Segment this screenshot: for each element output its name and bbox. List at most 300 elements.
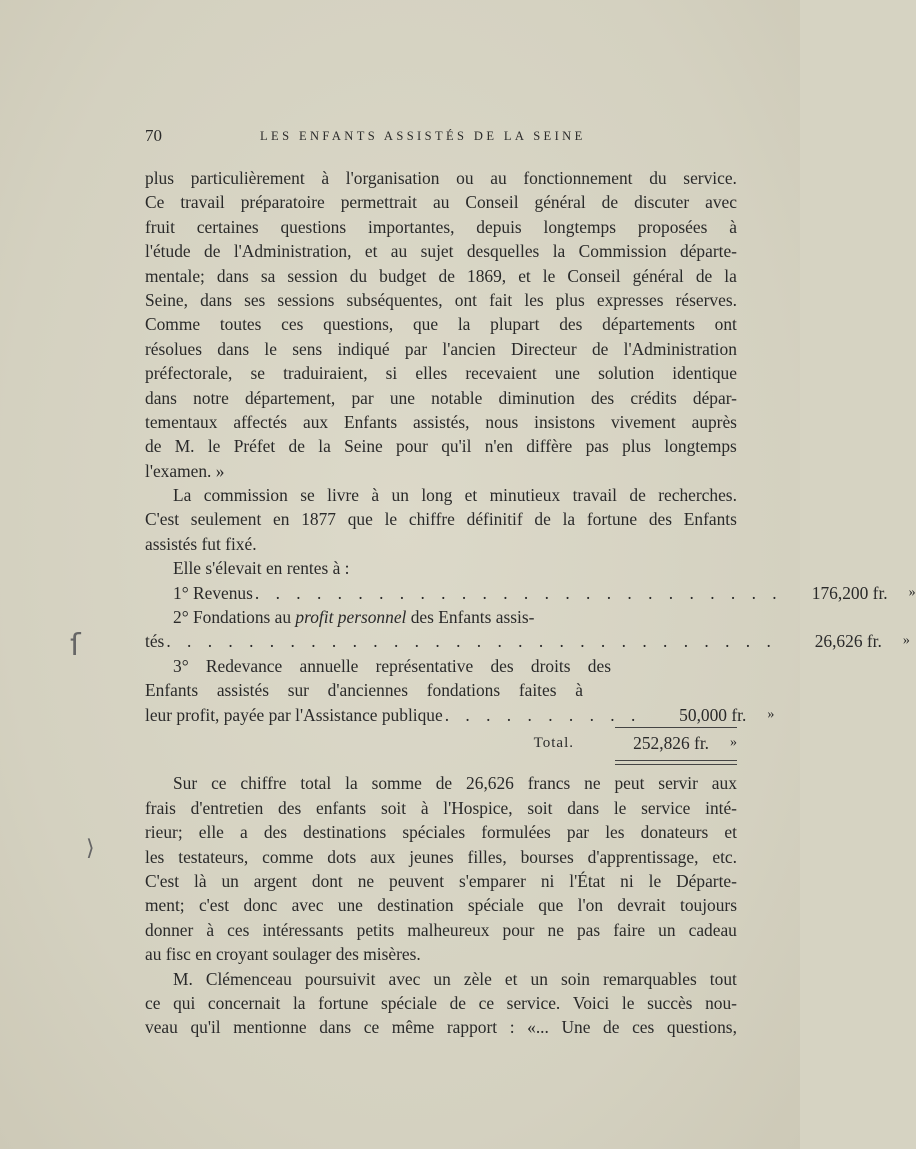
word: Seine, <box>145 289 188 310</box>
word: diffère <box>526 436 573 457</box>
text-line <box>145 337 737 361</box>
word: rieur; <box>145 822 183 843</box>
total-amount: 252,826 fr. <box>633 732 709 753</box>
word: à <box>321 168 330 188</box>
text-line <box>145 434 737 458</box>
word: poursuivit <box>304 968 376 989</box>
ledger-italic-text: profit personnel <box>295 607 407 628</box>
word: l'Administration, <box>233 241 352 262</box>
word: au <box>490 168 507 188</box>
word: plus <box>555 289 585 310</box>
paragraph-3-last-line: au fisc en croyant soulager des misères. <box>145 944 421 965</box>
word: par <box>404 338 428 359</box>
word: pour <box>396 436 428 457</box>
word: discuter <box>634 192 690 213</box>
paragraph-1 <box>145 166 737 459</box>
word: de <box>603 1017 620 1038</box>
word: spéciales <box>402 822 466 843</box>
word: le <box>621 992 635 1013</box>
word: le <box>542 265 556 286</box>
paragraph-2 <box>145 483 737 532</box>
text-line <box>145 190 737 214</box>
text-line <box>145 918 737 942</box>
word: ce <box>478 992 495 1013</box>
word: la <box>345 773 358 794</box>
word: tout <box>709 968 737 989</box>
word: assistés, <box>413 411 470 432</box>
word: subséquentes, <box>346 289 443 310</box>
word: avec <box>388 968 421 989</box>
text-line <box>145 796 737 820</box>
word: de <box>629 485 646 506</box>
word: la <box>457 314 471 335</box>
word: session <box>287 265 338 286</box>
word: longtemps <box>664 436 737 457</box>
word: fait <box>489 289 513 310</box>
word: ni <box>620 870 634 891</box>
text-line <box>145 991 737 1015</box>
text-line <box>145 771 737 795</box>
word: d'apprentissage, <box>587 846 699 867</box>
word: C'est <box>145 870 180 891</box>
word: dots <box>327 846 357 867</box>
word: devrait <box>617 895 666 916</box>
word: proposées <box>637 216 708 237</box>
word: un <box>221 870 239 891</box>
word: départe- <box>680 241 737 262</box>
word: aux <box>302 411 329 432</box>
word: qu'il <box>190 1017 221 1038</box>
word: Ce <box>145 192 165 213</box>
word: à <box>206 919 215 940</box>
word: traduiraient, <box>283 363 368 384</box>
word: francs <box>527 773 571 794</box>
word: le <box>648 870 662 891</box>
word: l'ancien <box>442 338 496 359</box>
word: l'étude <box>145 241 191 262</box>
word: des <box>278 797 302 818</box>
word: bourses <box>520 846 574 867</box>
word: succès <box>647 992 693 1013</box>
dot-leader: . . . . . . . . . . <box>444 704 642 725</box>
word: d'anciennes <box>327 680 409 701</box>
word: sur <box>287 680 309 701</box>
word: destination <box>377 895 454 916</box>
word: des <box>587 655 611 676</box>
word: identique <box>672 363 737 384</box>
text-line <box>145 483 737 507</box>
word: ne <box>547 919 564 940</box>
word: long <box>421 485 453 506</box>
word: dans <box>145 387 177 408</box>
word: des <box>591 387 615 408</box>
word: fruit <box>145 216 175 237</box>
word: La <box>173 485 192 506</box>
word: zèle <box>463 968 492 989</box>
word: de <box>534 509 551 530</box>
word: pas <box>585 436 609 457</box>
word: une <box>389 387 415 408</box>
text-line <box>145 605 737 629</box>
word: un <box>391 485 409 506</box>
word: ce <box>145 992 161 1013</box>
ledger-amount: 176,200 fr. <box>811 582 888 603</box>
word: sessions <box>277 289 335 310</box>
word: a <box>240 822 248 843</box>
word: avec <box>291 895 324 916</box>
word: cadeau <box>688 919 737 940</box>
word: dépar- <box>692 387 737 408</box>
ledger-label: leur profit, payée par l'Assistance publique <box>145 704 443 725</box>
word: la <box>318 436 331 457</box>
word: qu'il <box>441 436 472 457</box>
word: soit <box>380 797 407 818</box>
word: peut <box>614 773 645 794</box>
word: une <box>554 363 580 384</box>
word: Enfants <box>683 509 737 530</box>
paragraph-1-last-line: l'examen. » <box>145 460 225 481</box>
word: Enfants <box>343 411 398 432</box>
word: de <box>435 773 453 794</box>
page-body <box>145 166 916 1040</box>
text-line <box>145 654 611 678</box>
text-line <box>145 410 737 434</box>
word: par <box>351 387 374 408</box>
word: que <box>347 509 373 530</box>
word: faire <box>613 919 646 940</box>
word: Comme <box>145 314 201 335</box>
paragraph-4 <box>145 967 737 1040</box>
word: à <box>575 680 583 701</box>
word: donner <box>145 919 194 940</box>
word: ses <box>244 289 266 310</box>
word: Clémenceau <box>205 968 292 989</box>
word: spéciale <box>467 895 524 916</box>
word: ne <box>357 870 375 891</box>
word: insistons <box>534 411 596 432</box>
text-line <box>145 215 737 239</box>
word: ce <box>211 773 227 794</box>
word: sa <box>260 265 276 286</box>
word: questions, <box>323 314 394 335</box>
word: n'en <box>484 436 513 457</box>
word: spéciale <box>380 992 437 1013</box>
word: desquelles <box>466 241 540 262</box>
word: servir <box>658 773 698 794</box>
word: c'est <box>198 895 230 916</box>
word: jeunes <box>409 846 454 867</box>
word: une <box>337 895 363 916</box>
word: un <box>658 919 676 940</box>
word: chiffre <box>408 509 455 530</box>
word: ment; <box>145 895 185 916</box>
word: ce <box>363 1017 380 1038</box>
word: général <box>632 265 684 286</box>
word: livre <box>327 485 359 506</box>
word: le <box>613 797 627 818</box>
word: département, <box>244 387 336 408</box>
text-line <box>145 361 737 385</box>
word: recherches. <box>658 485 737 506</box>
word: Commission <box>578 241 667 262</box>
text-line <box>145 312 737 336</box>
word: 1869, <box>467 265 507 286</box>
word: veau <box>145 1017 178 1038</box>
word: l'Hospice, <box>443 797 513 818</box>
word: définitif <box>466 509 523 530</box>
dot-leader: . . . . . . . . . . . . . . . . . . . . . . . . . . <box>254 582 783 603</box>
word: soin <box>561 968 590 989</box>
word: dans <box>200 289 232 310</box>
word: que <box>412 314 439 335</box>
ledger-amount: 26,626 fr. <box>814 631 882 652</box>
word: Une <box>561 1017 591 1038</box>
word: notre <box>193 387 229 408</box>
word: tementaux <box>145 411 218 432</box>
word: crédits <box>630 387 677 408</box>
word: seulement <box>190 509 262 530</box>
word: destinations <box>303 822 387 843</box>
word: préparatoire <box>240 192 325 213</box>
word: Conseil <box>465 192 519 213</box>
word: faites <box>518 680 557 701</box>
text-line <box>145 845 737 869</box>
word: M. <box>173 968 193 989</box>
word: ne <box>584 773 601 794</box>
word: importantes, <box>367 216 455 237</box>
word: général <box>534 192 586 213</box>
text-line <box>145 1015 737 1039</box>
word: pas <box>576 919 601 940</box>
word: de <box>449 992 466 1013</box>
word: qui <box>173 992 196 1013</box>
ditto-mark: » <box>730 734 737 750</box>
word: des <box>263 822 288 843</box>
word: un <box>433 968 451 989</box>
word: des <box>490 655 514 676</box>
word: filles, <box>467 846 507 867</box>
word: au <box>432 192 450 213</box>
word: elle <box>198 822 224 843</box>
margin-pencil-mark: ſ <box>70 628 81 663</box>
word: commission <box>203 485 288 506</box>
word: vivement <box>610 411 676 432</box>
word: Préfet <box>233 436 276 457</box>
word: frais <box>145 797 176 818</box>
word: de <box>695 265 713 286</box>
word: l'on <box>577 895 604 916</box>
word: indiqué <box>337 338 390 359</box>
text-line <box>145 820 737 844</box>
word: toutes <box>219 314 262 335</box>
ledger-text: des Enfants assis- <box>410 607 535 628</box>
word: l'État <box>569 870 606 891</box>
word: concernait <box>207 992 281 1013</box>
word: longtemps <box>543 216 616 237</box>
text-line <box>145 288 737 312</box>
word: Enfants <box>145 680 199 701</box>
word: mentale; <box>145 265 205 286</box>
word: les <box>524 289 544 310</box>
word: et <box>724 822 737 843</box>
word: affectés <box>233 411 288 432</box>
word: depuis <box>476 216 522 237</box>
word: fondations <box>426 680 501 701</box>
word: Seine <box>344 436 383 457</box>
total-double-rule <box>615 760 737 765</box>
word: Sur <box>173 773 198 794</box>
word: solution <box>598 363 655 384</box>
word: dans <box>216 265 249 286</box>
word: dont <box>311 870 343 891</box>
word: à <box>371 485 380 506</box>
word: rapport <box>446 1017 498 1038</box>
word: somme <box>371 773 422 794</box>
word: particulièrement <box>190 168 305 188</box>
page-number: 70 <box>145 126 162 145</box>
word: des <box>648 509 673 530</box>
word: en <box>273 509 290 530</box>
word: recevaient <box>465 363 537 384</box>
word: sujet <box>420 241 454 262</box>
word: du <box>349 265 368 286</box>
word: Redevance <box>205 655 283 676</box>
word: service <box>641 797 691 818</box>
word: nou- <box>705 992 737 1013</box>
word: et <box>464 485 478 506</box>
word: plupart <box>490 314 540 335</box>
word: donc <box>243 895 278 916</box>
word: les <box>605 822 625 843</box>
word: total <box>300 773 332 794</box>
paragraph-2-last-line: assistés fut fixé. <box>145 533 257 554</box>
word: d'entretien <box>190 797 264 818</box>
sum-rule <box>615 727 737 728</box>
word: «... <box>527 1017 549 1038</box>
word: questions <box>280 216 347 237</box>
word: enfants <box>315 797 367 818</box>
word: de <box>438 265 455 286</box>
word: le <box>384 509 398 530</box>
word: pour <box>502 919 535 940</box>
word: la <box>724 265 737 286</box>
word: auprès <box>691 411 737 432</box>
word: ni <box>540 870 555 891</box>
text-line <box>145 967 737 991</box>
word: certaines <box>196 216 259 237</box>
word: mentionne <box>233 1017 307 1038</box>
text-line <box>145 239 737 263</box>
word: droits <box>530 655 571 676</box>
word: ont <box>714 314 737 335</box>
word: annuelle <box>299 655 359 676</box>
word: permettrait <box>340 192 417 213</box>
word: peuvent <box>389 870 445 891</box>
ditto-mark: » <box>902 633 910 649</box>
word: représentative <box>375 655 474 676</box>
rentes-intro: Elle s'élevait en rentes à : <box>173 558 350 579</box>
word: que <box>538 895 564 916</box>
word: notable <box>431 387 483 408</box>
ledger-label: tés <box>145 631 165 652</box>
word: service. <box>506 992 561 1013</box>
word: malheureux <box>407 919 490 940</box>
word: par <box>566 822 590 843</box>
word: se <box>300 485 315 506</box>
word: la <box>552 241 566 262</box>
running-title: LES ENFANTS ASSISTÉS DE LA SEINE <box>260 129 586 143</box>
word: fortune <box>318 992 369 1013</box>
text-line <box>145 507 737 531</box>
text-line <box>145 556 737 580</box>
word: : <box>509 1017 515 1038</box>
ledger-row-fondations <box>145 629 910 653</box>
word: sens <box>292 338 323 359</box>
word: Départe- <box>676 870 737 891</box>
word: dans <box>217 338 250 359</box>
text-line <box>145 459 737 483</box>
paragraph-3 <box>145 771 737 942</box>
word: de <box>204 241 221 262</box>
word: ou <box>456 168 474 188</box>
word: de <box>288 436 305 457</box>
word: service. <box>683 168 737 188</box>
word: l'Administration <box>623 338 737 359</box>
word: au <box>390 241 408 262</box>
word: aux <box>370 846 396 867</box>
total-label: Total. <box>533 734 574 751</box>
word: un <box>530 968 548 989</box>
word: ces <box>281 314 304 335</box>
word: formulées <box>481 822 551 843</box>
word: du <box>649 168 667 188</box>
ledger-amount: 50,000 fr. <box>679 704 747 725</box>
word: soit <box>527 797 553 818</box>
word: et <box>518 265 531 286</box>
word: assistés <box>216 680 269 701</box>
text-line <box>145 264 737 288</box>
word: 26,626 <box>466 773 514 794</box>
word: ces <box>227 919 250 940</box>
ledger-text: 2° Fondations au <box>173 607 292 628</box>
dot-leader: . . . . . . . . . . . . . . . . . . . . . . . . . . . . . . <box>166 631 777 652</box>
word: inté- <box>705 797 737 818</box>
word: plus <box>145 168 174 188</box>
word: ces <box>632 1017 655 1038</box>
word: testateurs, <box>178 846 249 867</box>
text-line <box>145 166 737 190</box>
word: et <box>364 241 378 262</box>
word: Voici <box>572 992 610 1013</box>
word: de <box>145 436 162 457</box>
word: remarquables <box>603 968 697 989</box>
word: comme <box>262 846 314 867</box>
word: de <box>591 338 609 359</box>
word: et <box>504 968 518 989</box>
word: plus <box>622 436 652 457</box>
word: C'est <box>145 509 180 530</box>
ledger-row-redevance <box>145 703 775 727</box>
ditto-mark: » <box>767 706 775 722</box>
word: ont <box>454 289 477 310</box>
word: minutieux <box>489 485 561 506</box>
word: départements <box>602 314 695 335</box>
word: le <box>264 338 277 359</box>
text-line <box>145 532 737 556</box>
word: dans <box>567 797 600 818</box>
ledger-label: 1° Revenus <box>173 582 253 603</box>
text-line <box>145 678 583 702</box>
